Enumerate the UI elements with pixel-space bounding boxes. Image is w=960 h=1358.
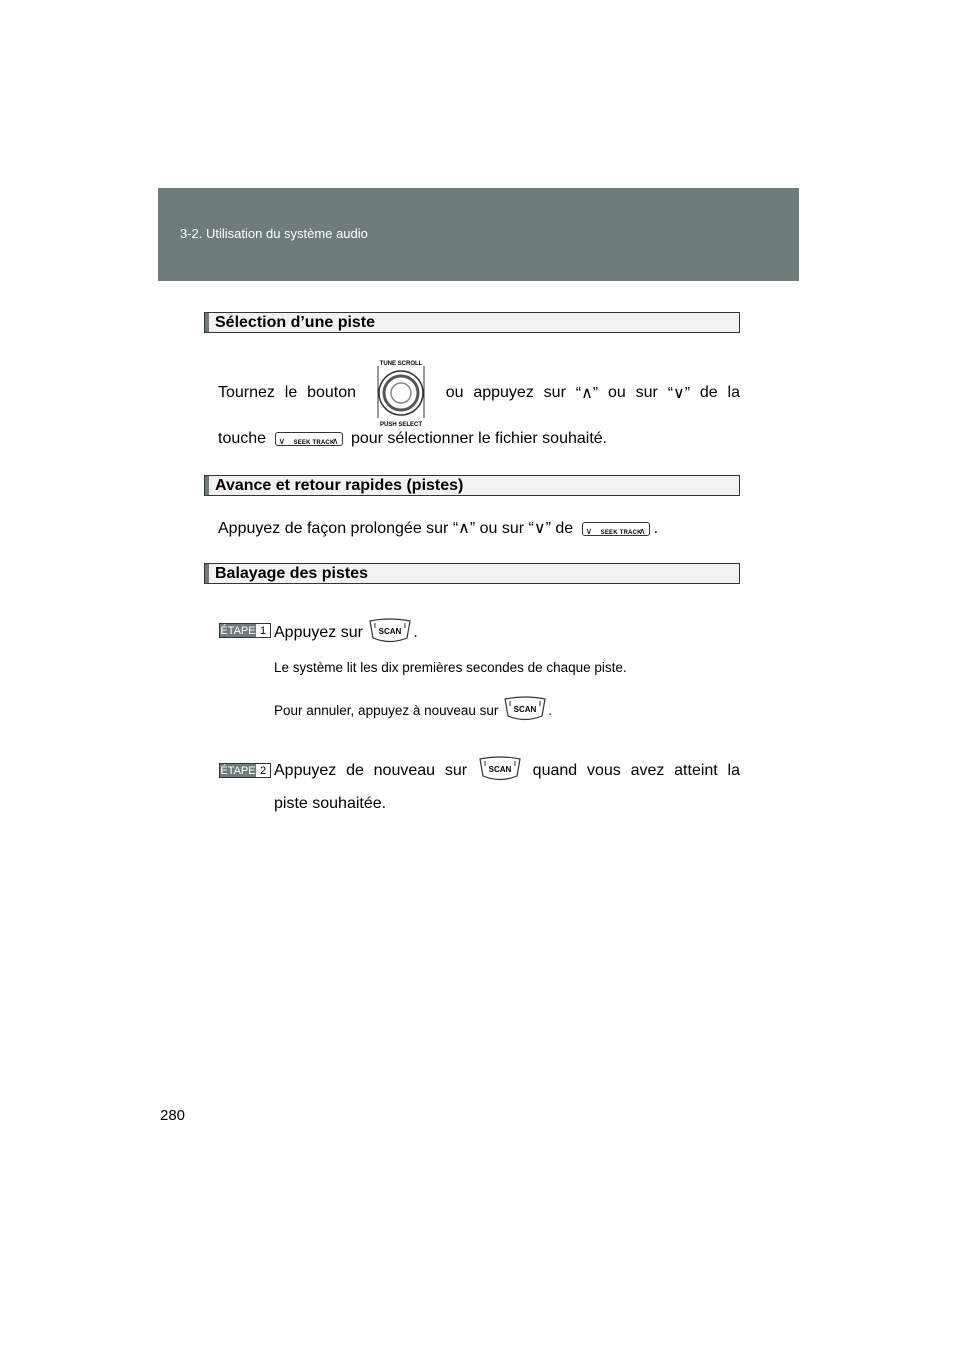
svg-text:TUNE SCROLL: TUNE SCROLL — [379, 361, 423, 367]
step-1-note-1: Le système lit les dix premières secondes de chaque piste. — [274, 660, 627, 675]
section-header-track-select — [204, 312, 740, 333]
step-2-line-1: Appuyez de nouveau sur SCAN quand vous avez atteint la — [274, 754, 740, 788]
chapter-header — [158, 188, 799, 281]
svg-text:SCAN: SCAN — [488, 765, 512, 774]
svg-text:SCAN: SCAN — [379, 626, 402, 636]
step-2-line-2: piste souhaitée. — [274, 795, 387, 812]
step-1-badge: ÉTAPE 1 — [219, 623, 271, 638]
step-2-badge: ÉTAPE 2 — [219, 763, 271, 778]
track-select-line-2: touche ∨ SEEK TRACK ∧ pour sélectionner le fichier souhaité. — [218, 430, 608, 447]
section-title: Balayage des pistes — [215, 565, 368, 582]
step-1-text: Appuyez sur SCAN . — [274, 616, 418, 650]
scan-button-icon — [502, 696, 548, 726]
svg-text:SCAN: SCAN — [513, 705, 537, 715]
tune-knob-icon — [366, 358, 436, 428]
seek-track-key-icon: ∨ SEEK TRACK ∧ — [275, 432, 343, 446]
section-header-fast — [204, 475, 740, 496]
step-1-note-2: Pour annuler, appuyez à nouveau sur SCAN . — [274, 694, 552, 728]
scan-button-icon — [477, 756, 523, 786]
chapter-title: 3-2. Utilisation du système audio — [180, 226, 368, 241]
fast-text: Appuyez de façon prolongée sur “∧” ou sur “∨” de ∨ SEEK TRACK ∧ . — [218, 520, 659, 537]
scan-button-icon — [367, 618, 413, 648]
track-select-line-1: Tournez le bouton TUNE SCROLL PUSH SELECT ou appuyez sur “∧” ou sur “∨” de la — [218, 358, 740, 428]
section-title: Avance et retour rapides (pistes) — [215, 477, 464, 494]
section-header-scan — [204, 563, 740, 584]
page-number: 280 — [160, 1107, 186, 1124]
seek-track-key-icon: ∨ SEEK TRACK ∧ — [582, 522, 650, 536]
section-title: Sélection d’une piste — [215, 314, 376, 331]
svg-text:PUSH SELECT: PUSH SELECT — [379, 422, 422, 428]
